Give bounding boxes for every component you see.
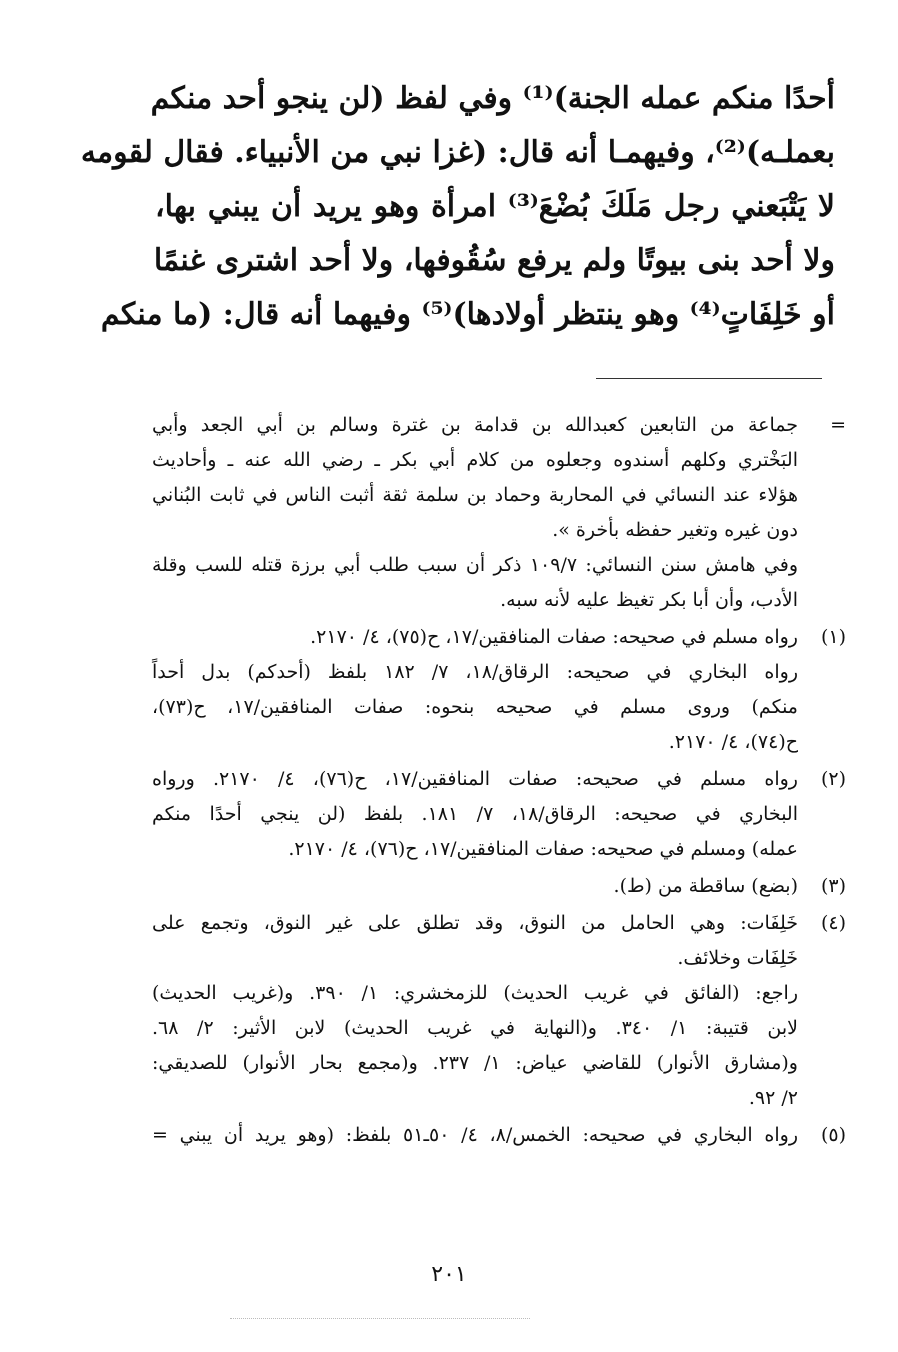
footnote-line: عمله) ومسلم في صحيحه: صفات المنافقين/١٧، ح(٧٦)، ٤/ ٢١٧٠. (288, 838, 798, 860)
main-text-line: لا يَتْبَعني رجل مَلَكَ بُضْعَ⁽³⁾ امرأة وهو يريد أن يبني بها، (155, 189, 835, 224)
footnote-line: (بضع) ساقطة من (ط). (613, 875, 798, 897)
footnote-marker: (٣) (820, 875, 846, 897)
footnote-line: منكم) وروى مسلم في صحيحه بنحوه: صفات المنافقين/١٧، ح(٧٣)، (152, 696, 798, 718)
footnote-continuation (152, 408, 848, 618)
footnote-marker: (٤) (820, 912, 846, 934)
footnote-3 (152, 869, 848, 904)
footnote-marker: (٥) (820, 1124, 846, 1146)
footnote-5 (152, 1118, 848, 1153)
footnote-line: هؤلاء عند النسائي في المحاربة وحماد بن سلمة ثقة أثبت الناس في ثابت البُناني (152, 484, 798, 506)
footnote-line: و(مشارق الأنوار) للقاضي عياض: ١/ ٢٣٧. و(مجمع بحار الأنوار) للصديقي: (152, 1052, 798, 1074)
footnote-marker: (٢) (820, 768, 846, 790)
footnotes-section (152, 408, 848, 1155)
main-text-line: أو خَلِفَاتٍ⁽⁴⁾ وهو ينتظر أولادها)⁽⁵⁾ وفيهما أنه قال: (ما منكم (100, 297, 835, 332)
footnote-separator (596, 378, 822, 379)
footnote-line: خَلِفَات وخلائف. (677, 947, 798, 969)
main-text-line: بعملـه)⁽²⁾، وفيهمـا أنه قال: (غزا نبي من الأنبياء. فقال لقومه (80, 135, 835, 170)
footnote-line: راجع: (الفائق في غريب الحديث) للزمخشري: ١/ ٣٩٠. و(غريب الحديث) (152, 982, 799, 1004)
scan-artifact-dots (230, 1318, 530, 1320)
main-body-text (80, 72, 835, 342)
footnote-line: جماعة من التابعين كعبدالله بن قدامة بن غترة وسالم بن أبي الجعد وأبي (152, 414, 798, 436)
footnote-line: خَلِفَات: وهي الحامل من النوق، وقد تطلق على غير النوق، وتجمع على (152, 912, 798, 934)
page-number: ٢٠١ (431, 1262, 467, 1287)
footnote-marker: (١) (820, 626, 846, 648)
footnote-marker: = (830, 414, 846, 436)
footnote-line: دون غيره وتغير حفظه بأخرة ». (552, 519, 798, 541)
footnote-line: البخاري في صحيحه: الرقاق/١٨، ٧/ ١٨١. بلفظ (لن ينجي أحدًا منكم (152, 803, 798, 825)
main-text-line: ولا أحد بنى بيوتًا ولم يرفع سُقُوفها، ولا أحد اشترى غنمًا (153, 243, 835, 278)
footnote-4 (152, 906, 848, 1116)
footnote-line: البَخْتري وكلهم أسندوه وجعلوه من كلام أبي بكر ـ رضي الله عنه ـ وأحاديث (152, 449, 798, 471)
footnote-line: وفي هامش سنن النسائي: ١٠٩/٧ ذكر أن سبب طلب أبي برزة قتله للسب وقلة (152, 554, 798, 576)
footnote-line: رواه البخاري في صحيحه: الخمس/٨، ٤/ ٥٠ـ٥١ بلفظ: (وهو يريد أن يبني = (152, 1124, 798, 1146)
footnote-line: لابن قتيبة: ١/ ٣٤٠. و(النهاية في غريب الحديث) لابن الأثير: ٢/ ٦٨. (152, 1017, 798, 1039)
footnote-2 (152, 762, 848, 867)
footnote-line: ٢/ ٩٢. (748, 1087, 798, 1109)
footnote-line: الأدب، وأن أبا بكر تغيظ عليه لأنه سبه. (500, 589, 798, 611)
footnote-1 (152, 620, 848, 760)
main-text-line: أحدًا منكم عمله الجنة)⁽¹⁾ وفي لفظ (لن ينجو أحد منكم (150, 81, 835, 116)
footnote-line: ح(٧٤)، ٤/ ٢١٧٠. (668, 731, 798, 753)
footnote-line: رواه مسلم في صحيحه: صفات المنافقين/١٧، ح(٧٦)، ٤/ ٢١٧٠. ورواه (152, 768, 798, 790)
footnote-line: رواه مسلم في صحيحه: صفات المنافقين/١٧، ح(٧٥)، ٤/ ٢١٧٠. (310, 626, 798, 648)
footnote-line: رواه البخاري في صحيحه: الرقاق/١٨، ٧/ ١٨٢ بلفظ (أحدكم) بدل أحداً (152, 661, 798, 683)
